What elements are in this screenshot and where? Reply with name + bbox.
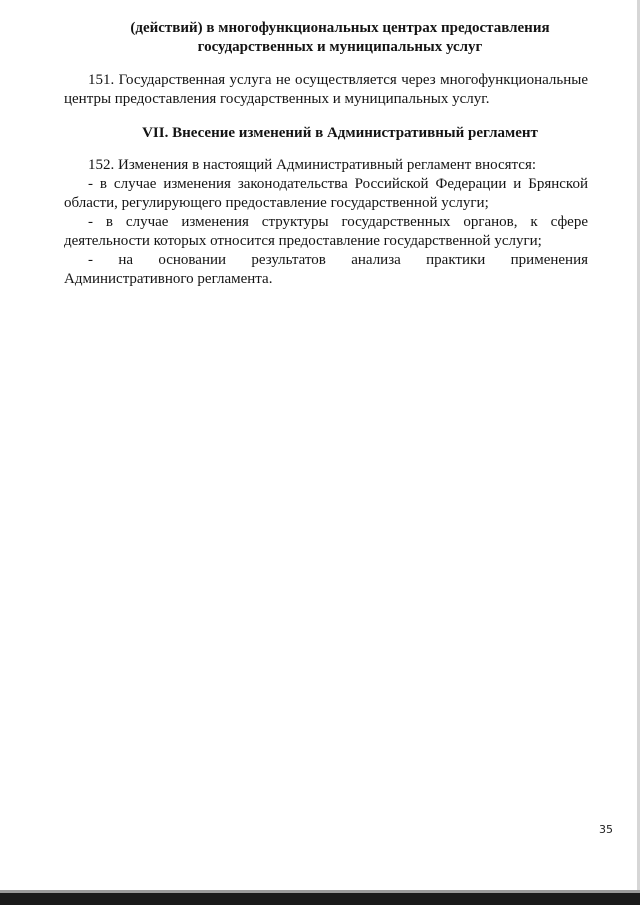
paragraph-151 bbox=[64, 71, 588, 109]
bullet-2-line2: деятельности которых относится предоставление государственной услуги; bbox=[64, 233, 542, 249]
page-number: 35 bbox=[599, 823, 613, 836]
section-heading-mfc-line2: государственных и муниципальных услуг bbox=[197, 39, 483, 55]
paragraph-151-line2: центры предоставления государственных и муниципальных услуг. bbox=[64, 91, 490, 107]
scan-bottom-edge bbox=[0, 893, 640, 905]
bullet-3-line2: Административного регламента. bbox=[64, 271, 273, 287]
paragraph-152 bbox=[64, 156, 588, 289]
paragraph-152-intro: 152. Изменения в настоящий Административный регламент вносятся: bbox=[88, 157, 537, 173]
bullet-1-line2: области, регулирующего предоставление государственной услуги; bbox=[64, 195, 489, 211]
bullet-1-line1: - в случае изменения законодательства Российской Федерации и Брянской bbox=[88, 176, 588, 192]
bullet-2-line1: - в случае изменения структуры государственных органов, к сфере bbox=[88, 214, 588, 230]
section-heading-vii: VII. Внесение изменений в Административный регламент bbox=[142, 125, 538, 141]
paragraph-151-line1: 151. Государственная услуга не осуществляется через многофункциональные bbox=[88, 72, 588, 88]
bullet-3-line1: - на основании результатов анализа практики применения bbox=[88, 252, 588, 268]
section-heading-mfc-line1: (действий) в многофункциональных центрах предоставления bbox=[130, 20, 550, 36]
